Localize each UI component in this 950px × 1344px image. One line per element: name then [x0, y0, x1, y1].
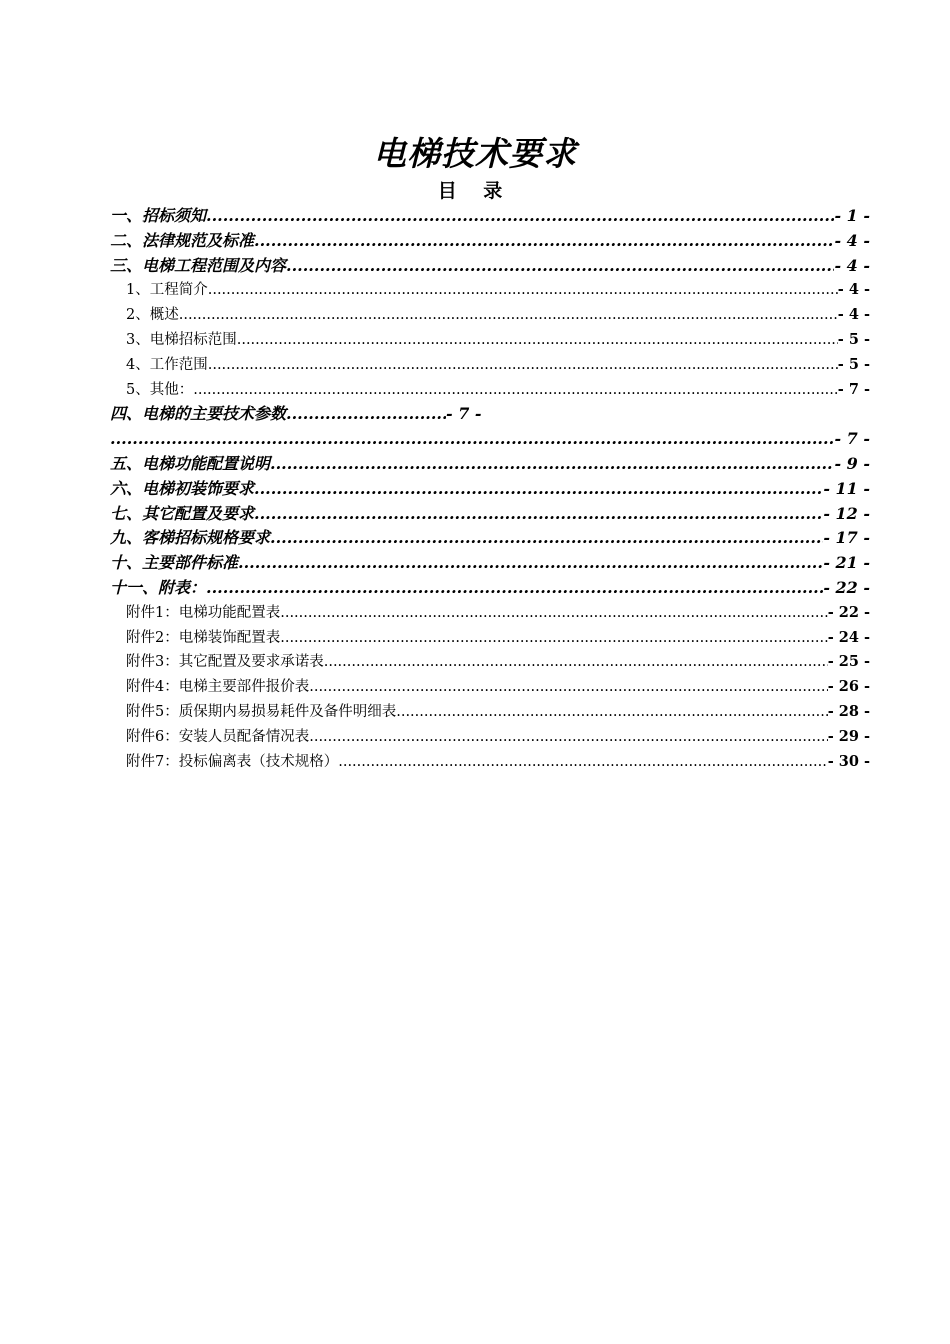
toc-entry-label: 附件7：投标偏离表（技术规格）	[126, 753, 339, 770]
toc-entry-page-number: - 7 -	[834, 429, 870, 449]
toc-dot-leader	[338, 750, 827, 775]
toc-entry[interactable]	[110, 725, 870, 750]
toc-entry-page-number: - 5 -	[837, 330, 870, 348]
toc-entry-page-number: - 12 -	[823, 503, 870, 523]
toc-entry-label: 附件5：质保期内易损易耗件及备件明细表	[126, 703, 397, 720]
toc-dot-leader	[237, 328, 838, 353]
table-of-contents	[110, 204, 870, 774]
toc-dot-leader	[254, 477, 823, 502]
toc-entry-page-number: - 1 -	[834, 206, 870, 225]
toc-entry-page-number: - 30 -	[827, 752, 870, 770]
toc-entry-page-number: - 4 -	[834, 255, 870, 275]
toc-entry[interactable]	[110, 402, 870, 427]
toc-entry[interactable]	[110, 353, 870, 378]
toc-entry-label: 一、招标须知	[110, 206, 207, 225]
toc-dot-leader	[324, 650, 828, 675]
toc-heading: 目 录	[437, 180, 513, 202]
toc-entry-label: 附件1：电梯功能配置表	[126, 604, 281, 621]
toc-entry-label: 九、客梯招标规格要求	[110, 528, 271, 548]
toc-entry[interactable]	[110, 700, 870, 725]
toc-entry-page-number: - 28 -	[827, 702, 870, 720]
toc-entry-page-number: - 24 -	[827, 628, 870, 646]
toc-entry[interactable]	[110, 601, 870, 626]
toc-entry[interactable]	[110, 328, 870, 353]
toc-entry[interactable]	[110, 477, 870, 502]
toc-entry-page-number: - 26 -	[827, 678, 870, 696]
toc-entry-label: 4、工作范围	[126, 356, 208, 373]
toc-entry[interactable]	[110, 551, 870, 576]
toc-entry[interactable]	[110, 502, 870, 527]
toc-entry-label: 三、电梯工程范围及内容	[110, 255, 287, 275]
toc-dot-leader	[208, 278, 838, 303]
toc-entry-page-number: - 7 -	[446, 404, 482, 424]
toc-entry[interactable]	[110, 278, 870, 303]
toc-dot-leader	[208, 353, 838, 378]
toc-dot-leader	[309, 725, 827, 750]
toc-entry-label: 七、其它配置及要求	[110, 503, 255, 523]
toc-entry-page-number: - 5 -	[837, 355, 870, 373]
toc-entry[interactable]	[110, 204, 870, 229]
toc-dot-leader	[206, 204, 834, 229]
toc-dot-leader	[270, 526, 823, 551]
toc-dot-leader	[396, 700, 827, 725]
toc-entry-label: 五、电梯功能配置说明	[110, 453, 271, 473]
toc-entry-label: 5、其他：	[126, 381, 194, 398]
toc-entry-page-number: - 21 -	[823, 553, 870, 573]
toc-entry-label: 十一、附表：	[110, 577, 207, 597]
toc-entry-page-number: - 11 -	[823, 478, 870, 498]
toc-dot-leader	[206, 576, 823, 601]
toc-dot-leader	[280, 626, 827, 651]
toc-entry[interactable]	[110, 254, 870, 279]
toc-dot-leader	[286, 402, 446, 427]
toc-entry-label: 二、法律规范及标准	[110, 230, 255, 250]
toc-entry-label: 附件2：电梯装饰配置表	[126, 629, 281, 646]
toc-entry[interactable]	[110, 526, 870, 551]
toc-dot-leader	[254, 229, 834, 254]
toc-entry-label: 附件6：安装人员配备情况表	[126, 728, 310, 745]
toc-entry-label: 四、电梯的主要技术参数	[110, 404, 287, 424]
toc-entry-label: 2、概述	[126, 307, 179, 324]
toc-entry-label: 3、电梯招标范围	[126, 331, 237, 348]
toc-dot-leader	[280, 601, 827, 626]
toc-entry-page-number: - 25 -	[827, 653, 870, 671]
toc-entry-label: 六、电梯初装饰要求	[110, 478, 255, 498]
toc-entry-page-number: - 4 -	[834, 230, 870, 250]
toc-entry[interactable]	[110, 452, 870, 477]
toc-entry[interactable]	[110, 229, 870, 254]
toc-entry[interactable]	[110, 378, 870, 403]
toc-entry-label: 十、主要部件标准	[110, 553, 239, 573]
toc-entry-page-number: - 29 -	[827, 727, 870, 745]
toc-dot-leader	[309, 675, 827, 700]
toc-entry[interactable]	[110, 650, 870, 675]
toc-dot-leader	[193, 378, 838, 403]
toc-entry[interactable]	[110, 626, 870, 651]
toc-dot-leader	[286, 254, 834, 279]
toc-entry[interactable]	[110, 427, 870, 452]
toc-entry-page-number: - 9 -	[834, 453, 870, 473]
toc-entry-page-number: - 22 -	[827, 603, 870, 621]
toc-dot-leader	[254, 502, 823, 527]
toc-entry-page-number: - 4 -	[837, 306, 870, 324]
document-title: 电梯技术要求	[373, 134, 577, 173]
toc-entry[interactable]	[110, 576, 870, 601]
toc-entry[interactable]	[110, 303, 870, 328]
toc-entry-page-number: - 7 -	[837, 380, 870, 398]
toc-entry-label: 附件4：电梯主要部件报价表	[126, 679, 310, 696]
toc-entry-page-number: - 17 -	[823, 528, 870, 548]
toc-entry-page-number: - 22 -	[823, 577, 870, 597]
toc-entry[interactable]	[110, 750, 870, 775]
toc-entry-label: 1、工程简介	[126, 282, 208, 299]
toc-dot-leader	[110, 427, 834, 452]
toc-dot-leader	[179, 303, 838, 328]
toc-entry-label: 附件3：其它配置及要求承诺表	[126, 654, 324, 671]
toc-entry[interactable]	[110, 675, 870, 700]
toc-entry-page-number: - 4 -	[837, 281, 870, 299]
toc-dot-leader	[238, 551, 823, 576]
toc-dot-leader	[270, 452, 834, 477]
